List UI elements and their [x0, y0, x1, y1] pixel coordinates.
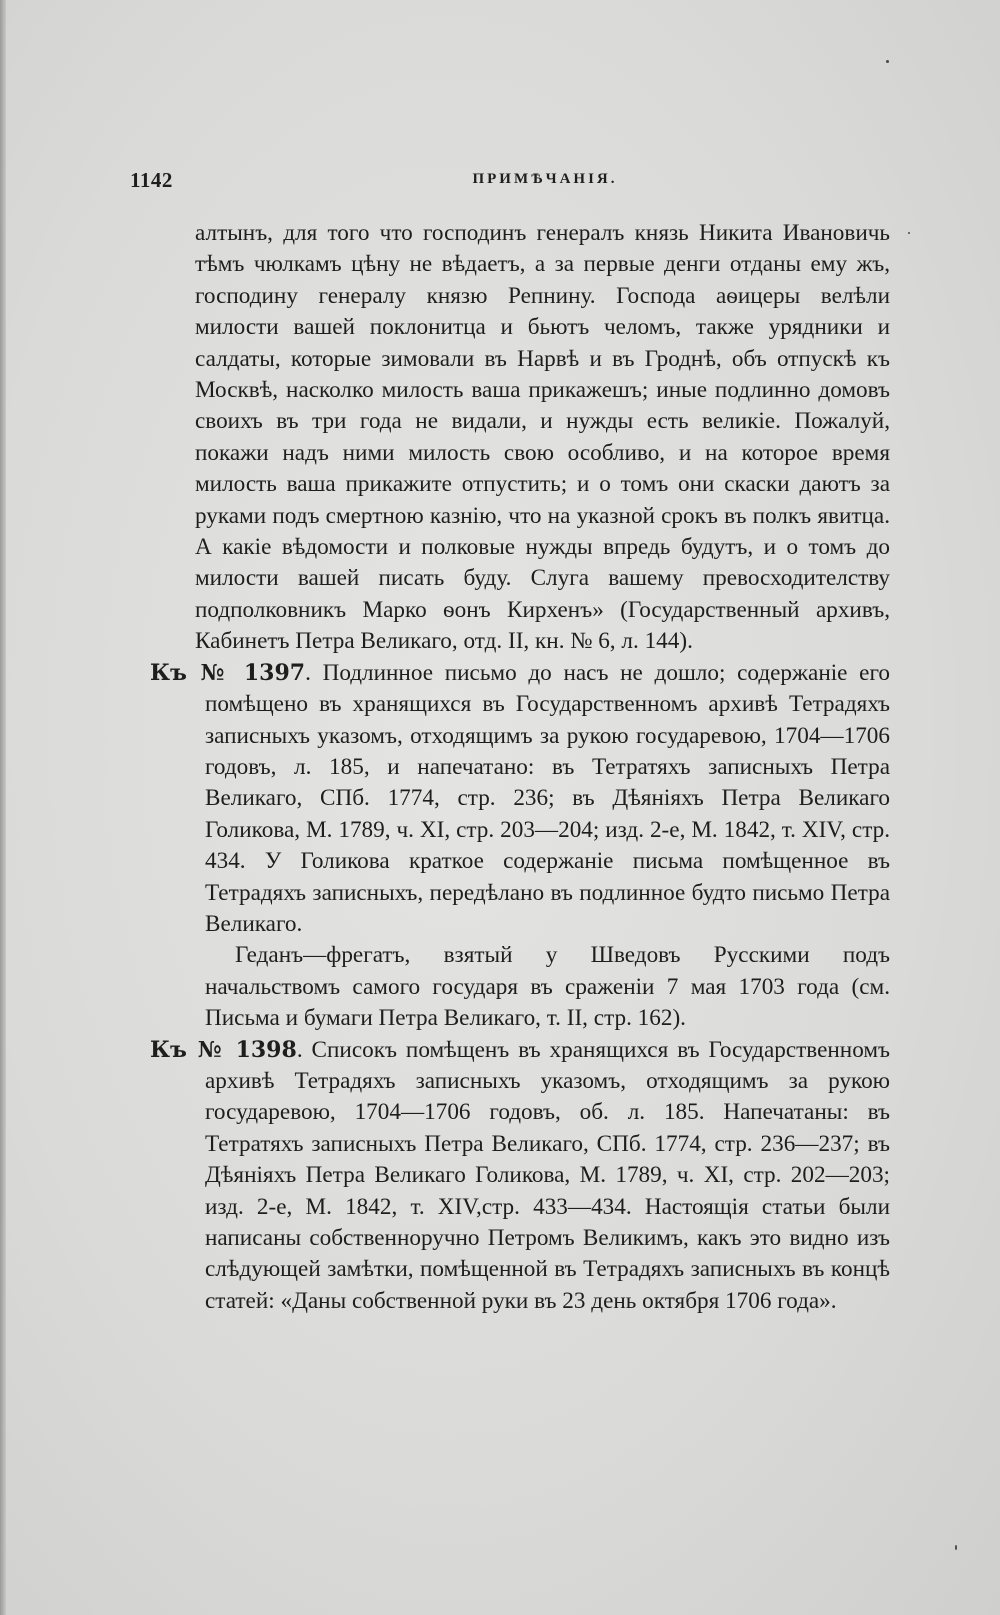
note-1397 — [150, 658, 890, 941]
note-1398-text: . Списокъ помѣщенъ въ хранящихся въ Государственномъ архивѣ Тетрадяхъ записныхъ указомъ, отходящимъ за рукою государевою, 1704—1706 годовъ, об. л. 185. Напечатаны: въ Тетратяхъ записныхъ Петра Великаго, СПб. 1774, стр. 236—237; въ Дѣяніяхъ Петра Великаго Голикова, М. 1789, ч. XI, стр. 202—203; изд. 2-е, М. 1842, т. XIV,стр. 433—434. Настоящія статьи были написаны собственноручно Петромъ Великимъ, какъ это видно изъ слѣдующей замѣтки, помѣщенной въ Тетрадяхъ записныхъ въ концѣ статей: «Даны собственной руки въ 23 день октября 1706 года». — [205, 1036, 891, 1314]
note-1398-reference: Къ № 1398 — [150, 1036, 297, 1063]
scan-speck — [955, 1545, 957, 1550]
running-title: ПРИМѢЧАНІЯ. — [472, 171, 618, 187]
scan-speck — [886, 60, 889, 63]
page-edge-shadow — [0, 0, 6, 1615]
continuation-paragraph: алтынъ, для того что господинъ генералъ князь Никита Ивановичь тѣмъ чюлкамъ цѣну не вѣдаетъ, а за первые денги отданы ему жъ, господину генералу князю Репнину. Господа аѳицеры велѣли милости вашей поклонитца и бьютъ челомъ, также урядники и салдаты, которые зимовали въ Нарвѣ и въ Гроднѣ, объ отпускѣ къ Москвѣ, насколко милость ваша прикажешъ; иные подлинно домовъ своихъ въ три года не видали, и нужды есть великіе. Пожалуй, покажи надъ ними милость свою особливо, и на которое время милость ваша прикажите отпустить; и о томъ они скаски даютъ за руками подъ смертною казнію, что на указной срокъ въ полкъ явитца. А какіе вѣдомости и полковые нужды впредь будутъ, и о томъ до милости вашей писать буду. Слуга вашему превосходителству подполковникъ Марко ѳонъ Кирхенъ» (Государственный архивъ, Кабинетъ Петра Великаго, отд. II, кн. № 6, л. 144). — [195, 220, 890, 655]
scan-speck — [908, 232, 910, 234]
note-1397-reference: Къ № 1397 — [150, 659, 306, 686]
note-1398 — [150, 1035, 890, 1318]
page-header — [130, 168, 900, 198]
page-number: 1142 — [130, 168, 173, 192]
body-text — [150, 218, 890, 1317]
note-1397-text: . Подлинное письмо до насъ не дошло; содержаніе его помѣщено въ хранящихся въ Государственномъ архивѣ Тетрадяхъ записныхъ указомъ, отходящимъ за рукою государевою, 1704—1706 годовъ, л. 185, и напечатано: въ Тетратяхъ записныхъ Петра Великаго, СПб. 1774, стр. 236; въ Дѣяніяхъ Петра Великаго Голикова, М. 1789, ч. XI, стр. 203—204; изд. 2-е, М. 1842, т. XIV, стр. 434. У Голикова краткое содержаніе письма помѣщенное въ Тетрадяхъ записныхъ, передѣлано въ подлинное будто письмо Петра Великаго. — [205, 659, 890, 937]
note-1397-gedan-paragraph: Геданъ—фрегатъ, взятый у Шведовъ Русскими подъ начальствомъ самого государя въ сраженіи 7 мая 1703 года (см. Письма и бумаги Петра Великаго, т. II, стр. 162). — [205, 942, 890, 1032]
